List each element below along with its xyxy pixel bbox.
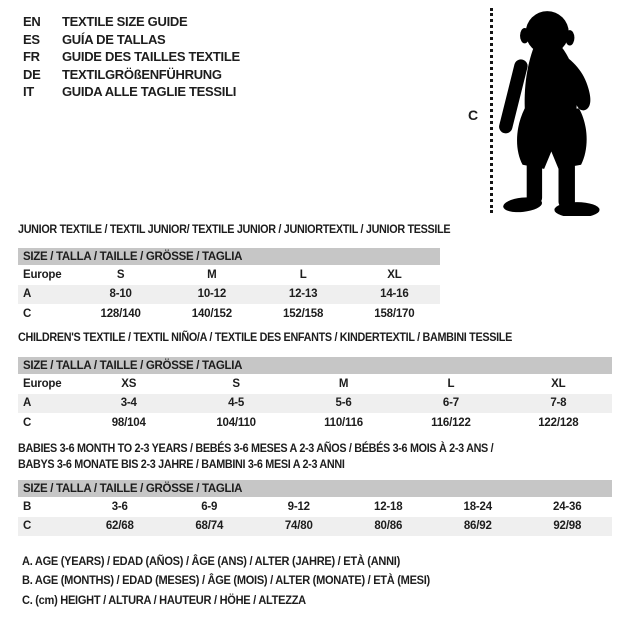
height-cell: 140/152: [191, 307, 232, 320]
size-cell: S: [232, 377, 240, 390]
height-cell: 92/98: [553, 520, 582, 533]
row-label: A: [23, 288, 32, 301]
row-label: C: [23, 416, 32, 429]
size-cell: L: [299, 268, 307, 281]
age-cell: 12-13: [288, 288, 318, 301]
age-cell: 14-16: [380, 288, 409, 301]
babies-size-table: [18, 480, 612, 536]
size-cell: L: [447, 377, 455, 390]
height-cell: 158/170: [374, 307, 415, 320]
language-title: GUÍA DE TALLAS: [62, 31, 166, 47]
height-cell: 152/158: [283, 307, 324, 320]
language-code: IT: [23, 84, 34, 100]
table-row-age-months: [18, 497, 612, 517]
row-label: C: [23, 307, 32, 320]
language-code: DE: [23, 66, 41, 82]
row-label: A: [23, 397, 32, 410]
language-code: FR: [23, 49, 40, 65]
size-cell: S: [116, 268, 125, 281]
table-row-height: [18, 517, 612, 537]
size-cell: XS: [121, 377, 137, 390]
size-cell: M: [338, 377, 349, 390]
height-cell: 86/92: [463, 520, 492, 533]
legend: [22, 551, 465, 610]
height-dotted-line: [490, 8, 493, 213]
size-header-band: SIZE / TALLA / TAILLE / GRÖSSE / TAGLIA: [18, 248, 440, 265]
section-title-junior: JUNIOR TEXTILE / TEXTIL JUNIOR/ TEXTILE JUNIOR / JUNIORTEXTIL / JUNIOR TESSILE: [18, 222, 451, 236]
age-cell: 12-18: [374, 500, 403, 513]
row-label: Europe: [23, 268, 62, 281]
language-title: GUIDE DES TAILLES TEXTILE: [62, 49, 240, 65]
age-cell: 9-12: [287, 500, 310, 513]
height-cell: 62/68: [105, 520, 134, 533]
age-cell: 6-9: [201, 500, 218, 513]
section-title-children: CHILDREN'S TEXTILE / TEXTIL NIÑO/A / TEXTILE DES ENFANTS / KINDERTEXTIL / BAMBINI TESSILE: [18, 330, 512, 344]
height-cell: 74/80: [284, 520, 313, 533]
age-cell: 7-8: [550, 397, 567, 410]
age-cell: 8-10: [109, 288, 132, 301]
toddler-silhouette-icon: [499, 6, 617, 216]
table-row-europe: [18, 265, 440, 285]
language-row: [23, 13, 240, 31]
size-header-band: SIZE / TALLA / TAILLE / GRÖSSE / TAGLIA: [18, 357, 612, 374]
age-cell: 3-6: [111, 500, 128, 513]
age-cell: 10-12: [197, 288, 227, 301]
table-row-height: [18, 413, 612, 433]
height-cell: 68/74: [195, 520, 224, 533]
size-cell: XL: [551, 377, 566, 390]
language-code: EN: [23, 14, 41, 30]
size-cell: M: [207, 268, 217, 281]
size-cell: XL: [387, 268, 402, 281]
junior-size-table: [18, 248, 440, 324]
legend-line-a: A. AGE (YEARS) / EDAD (AÑOS) / ÂGE (ANS) / ALTER (JAHRE) / ETÀ (ANNI): [22, 553, 400, 568]
table-row-age: [18, 394, 612, 414]
height-cell: 116/122: [431, 416, 471, 429]
row-label: B: [23, 500, 32, 513]
age-cell: 4-5: [228, 397, 245, 410]
row-label: Europe: [23, 377, 62, 390]
language-title-list: [23, 13, 240, 101]
age-cell: 3-4: [120, 397, 137, 410]
section-title-babies-line2: BABYS 3-6 MONATE BIS 2-3 JAHRE / BAMBINI 3-6 MESI A 2-3 ANNI: [18, 457, 345, 471]
height-cell: 128/140: [100, 307, 141, 320]
age-cell: 5-6: [335, 397, 352, 410]
language-title: GUIDA ALLE TAGLIE TESSILI: [62, 84, 237, 100]
language-row: [23, 31, 240, 49]
height-cell: 98/104: [111, 416, 146, 429]
language-code: ES: [23, 31, 40, 47]
language-row: [23, 48, 240, 66]
language-title: TEXTILGRÖßENFÜHRUNG: [62, 66, 222, 82]
legend-line-c: C. (cm) HEIGHT / ALTURA / HAUTEUR / HÖHE / ALTEZZA: [22, 592, 306, 607]
row-label: C: [23, 520, 32, 533]
height-figure: [455, 0, 620, 220]
children-size-table: [18, 357, 612, 433]
table-row-europe: [18, 374, 612, 394]
height-cell: 122/128: [538, 416, 579, 429]
language-row: [23, 83, 240, 101]
legend-line-b: B. AGE (MONTHS) / EDAD (MESES) / ÂGE (MOIS) / ALTER (MONATE) / ETÀ (MESI): [22, 573, 430, 588]
height-cell: 104/110: [216, 416, 256, 429]
size-header-band: SIZE / TALLA / TAILLE / GRÖSSE / TAGLIA: [18, 480, 612, 497]
age-cell: 18-24: [463, 500, 492, 513]
height-cell: 110/116: [324, 416, 363, 429]
age-cell: 24-36: [553, 500, 582, 513]
height-measure-label: C: [468, 107, 479, 123]
height-cell: 80/86: [374, 520, 403, 533]
table-row-age: [18, 285, 440, 305]
language-row: [23, 66, 240, 84]
section-title-babies-line1: BABIES 3-6 MONTH TO 2-3 YEARS / BEBÉS 3-6 MESES A 2-3 AÑOS / BÉBÉS 3-6 MOIS À 2-3 ANS /: [18, 441, 494, 455]
language-title: TEXTILE SIZE GUIDE: [62, 14, 188, 30]
age-cell: 6-7: [442, 397, 459, 410]
table-row-height: [18, 304, 440, 324]
